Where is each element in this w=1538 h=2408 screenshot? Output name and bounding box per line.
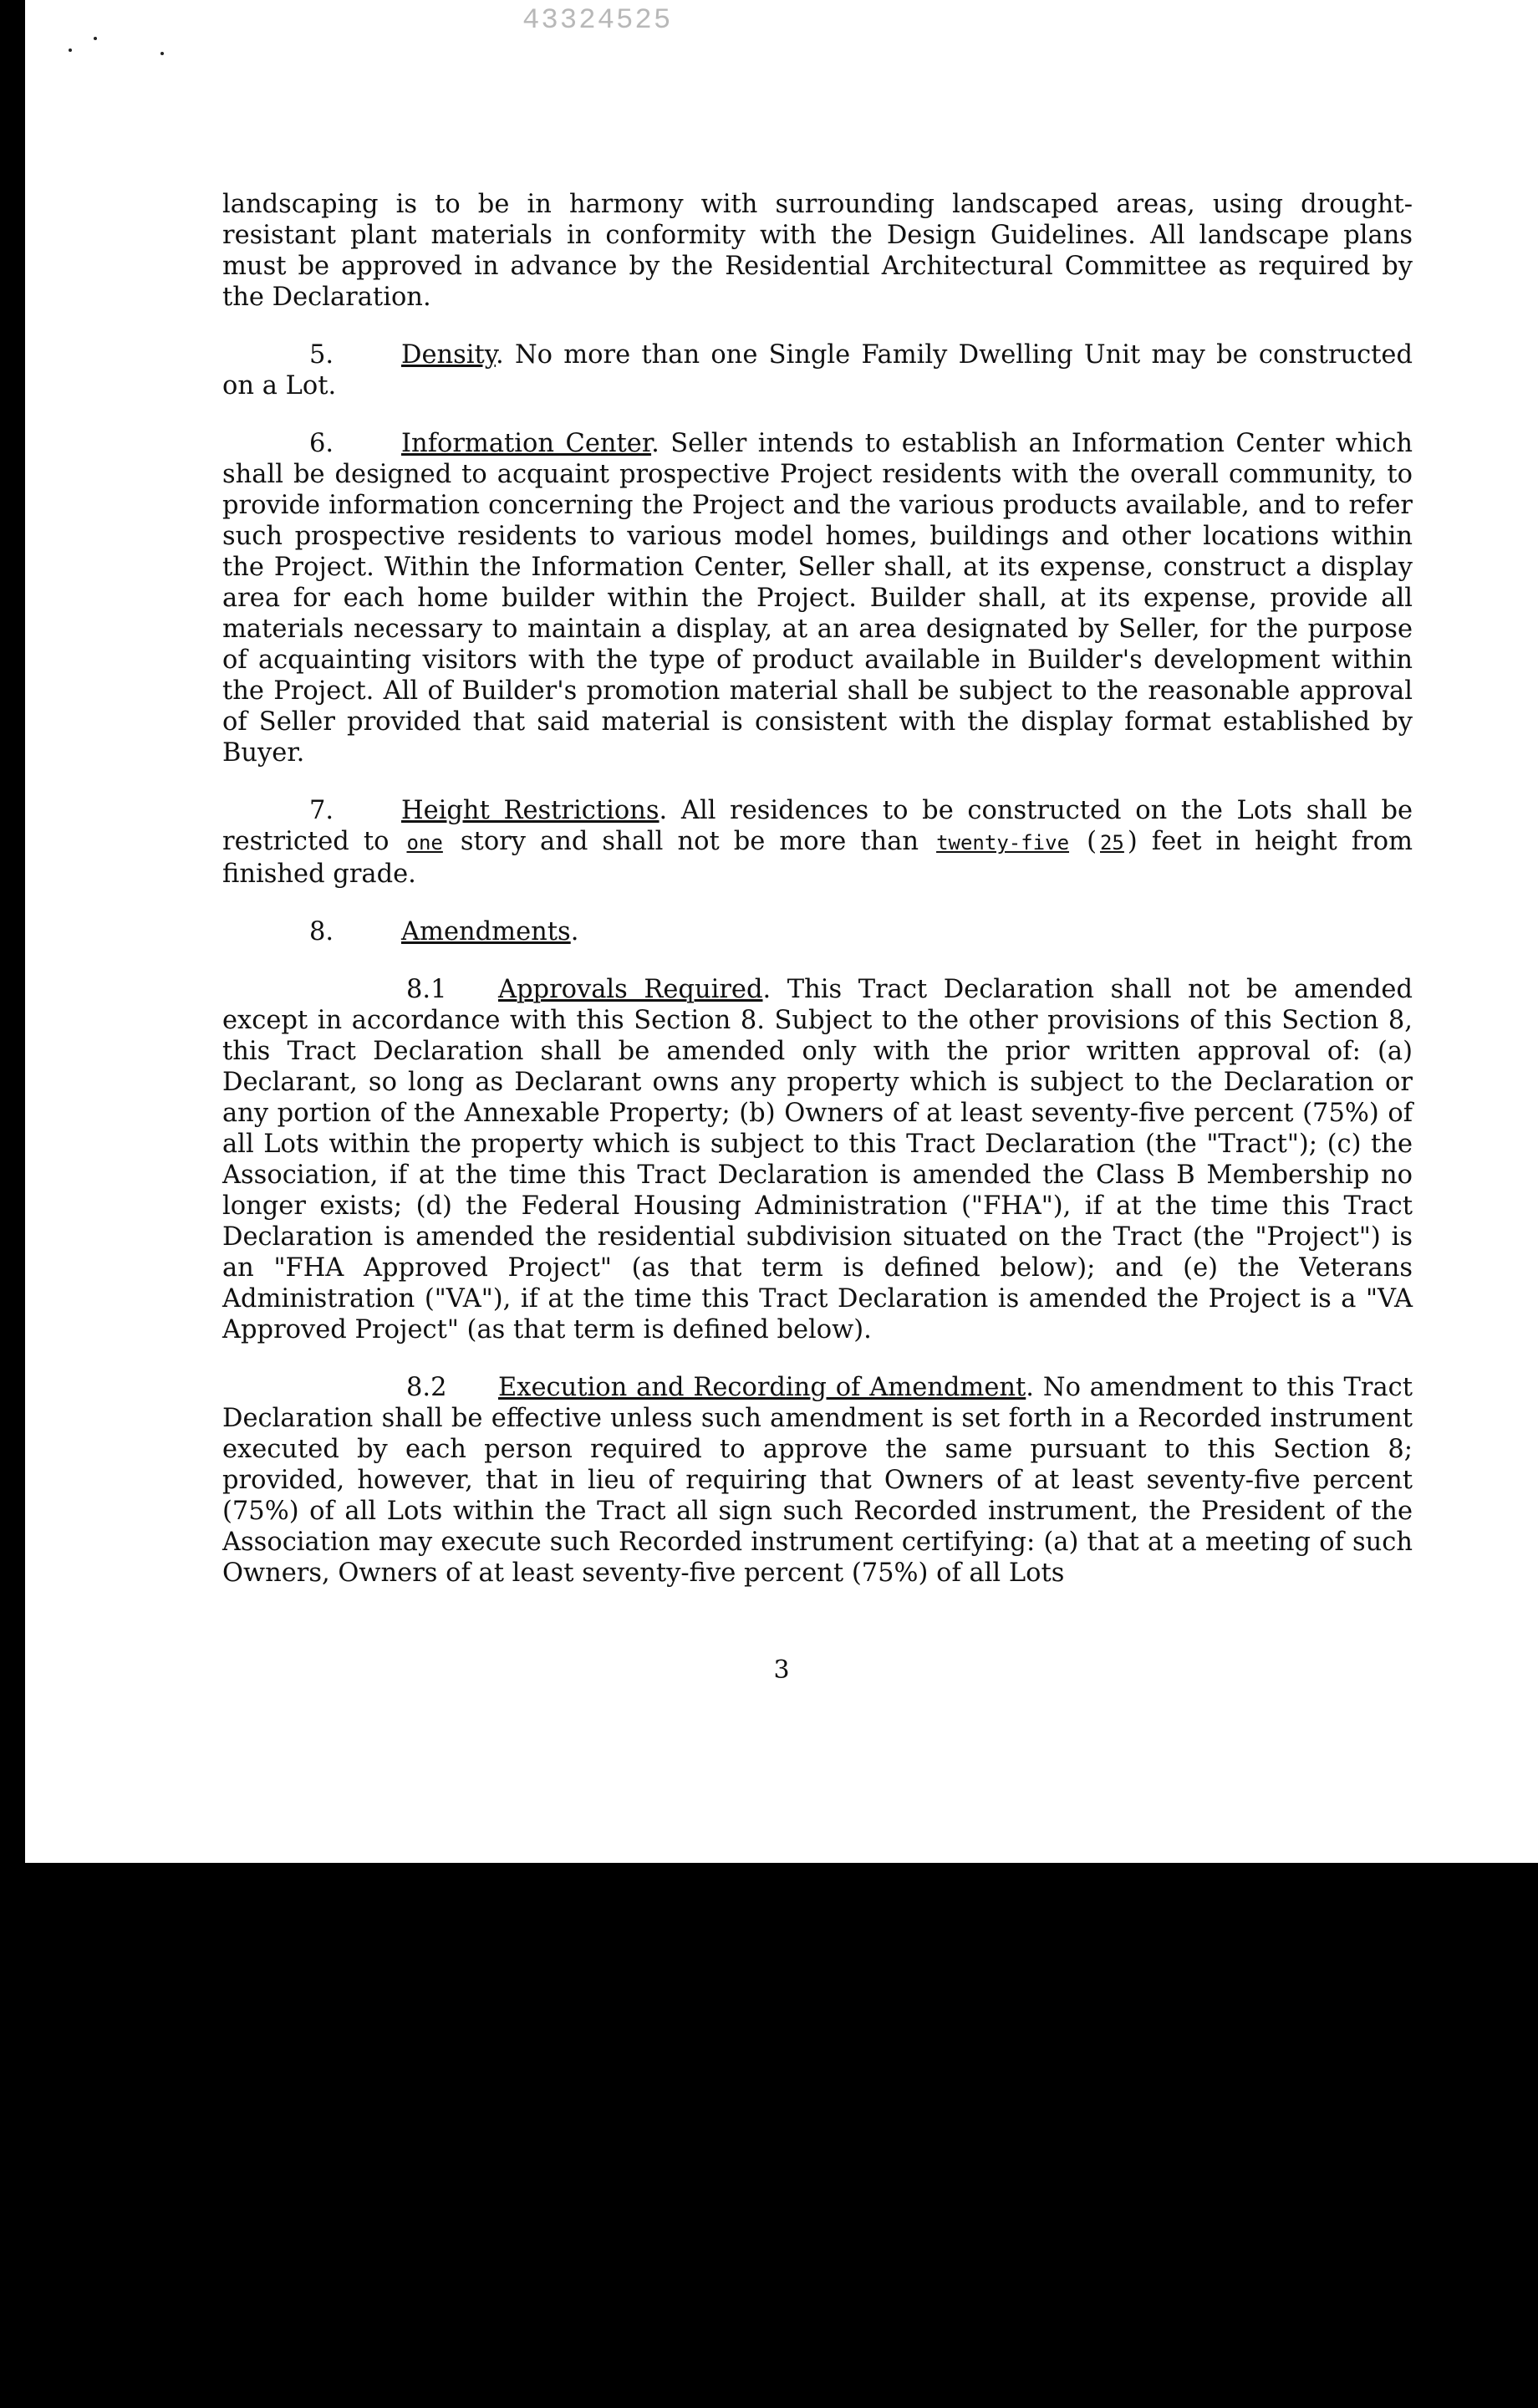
stories-blank: one [406, 831, 443, 855]
section-8-1-number: 8.1 [406, 975, 447, 1004]
section-5: 5. Density. No more than one Single Family Dwelling Unit may be constructed on a Lot. [222, 340, 1413, 400]
section-8-1: 8.1 Approvals Required. This Tract Declaration shall not be amended except in accordance with this Section 8. Subject to the other provisions of this Section 8, this Tract Declaration shall be amended only with the prior written approval of: (a) Declarant, so long as Declarant owns any property which is subject to the Declaration or any portion of the Annexable Property; (b) Owners of at least seventy-five percent (75%) of all Lots within the property which is subject to this Tract Declaration (the "Tract"); (c) the Association, if at the time this Tract Declaration is amended the Class B Membership no longer exists; (d) the Federal Housing Administration ("FHA"), if at the time this Tract Declaration is amended the residential subdivision situated on the Tract (the "Project") is an "FHA Approved Project" (as that term is defined below); and (e) the Veterans Administration ("VA"), if at the time this Tract Declaration is amended the Project is a "VA Approved Project" (as that term is defined below). [222, 975, 1413, 1344]
section-8-heading: Amendments [401, 917, 571, 946]
page-number: 3 [773, 1656, 790, 1685]
section-8-2-heading: Execution and Recording of Amendment [498, 1373, 1026, 1402]
section-7-text-middle: story and shall not be more than [460, 827, 919, 856]
section-7-heading: Height Restrictions [401, 796, 660, 825]
document-stamp: 43324525 [522, 5, 673, 37]
feet-words-blank: twenty-five [936, 831, 1070, 855]
section-8-1-heading: Approvals Required [498, 975, 763, 1004]
section-5-text: No more than one Single Family Dwelling Unit may be constructed on a Lot. [222, 340, 1413, 400]
section-6-heading: Information Center [401, 429, 652, 458]
section-8-2: 8.2 Execution and Recording of Amendment. No amendment to this Tract Declaration shall be effective unless such amendment is set forth in a Recorded instrument executed by each person required to approve the same pursuant to this Section 8; provided, however, that in lieu of requiring that Owners of at least seventy-five percent (75%) of all Lots within the Tract all sign such Recorded instrument, the President of the Association may execute such Recorded instrument certifying: (a) that at a meeting of such Owners, Owners of at least seventy-five percent (75%) of all Lots [222, 1373, 1413, 1588]
section-5-number: 5. [309, 340, 334, 370]
section-7: 7. Height Restrictions. All residences to be constructed on the Lots shall be restricted to one story and shall not be more than twenty-five ( 25 ) feet in height from finished grade. [222, 796, 1413, 889]
section-6: 6. Information Center. Seller intends to establish an Information Center which shall be designed to acquaint prospective Project residents with the overall community, to provide information concerning the Project and the various products available, and to refer such prospective residents to various model homes, buildings and other locations within the Project. Within the Information Center, Seller shall, at its expense, construct a display area for each home builder within the Project. Builder shall, at its expense, provide all materials necessary to maintain a display, at an area designated by Seller, for the purpose of acquainting visitors with the type of product available in Builder's development within the Project. All of Builder's promotion material shall be subject to the reasonable approval of Seller provided that said material is consistent with the display format established by Buyer. [222, 429, 1413, 768]
feet-number-blank: 25 [1099, 831, 1124, 855]
section-8-number: 8. [309, 917, 334, 946]
section-8-2-number: 8.2 [406, 1373, 447, 1402]
document-page [25, 0, 1538, 1863]
section-7-text-before: All residences to be constructed on the Lots shall be restricted to [222, 796, 1413, 856]
section-5-heading: Density [401, 340, 496, 370]
scan-speck [69, 48, 72, 52]
section-8-1-text: This Tract Declaration shall not be amended except in accordance with this Section 8. Subject to the other provisions of this Section 8, this Tract Declaration shall be amended only with the prior written approval of: (a) Declarant, so long as Declarant owns any property which is subject to the Declaration or any portion of the Annexable Property; (b) Owners of at least seventy-five percent (75%) of all Lots within the property which is subject to this Tract Declaration (the "Tract"); (c) the Association, if at the time this Tract Declaration is amended the Class B Membership no longer exists; (d) the Federal Housing Administration ("FHA"), if at the time this Tract Declaration is amended the residential subdivision situated on the Tract (the "Project") is an "FHA Approved Project" (as that term is defined below); and (e) the Veterans Administration ("VA"), if at the time this Tract Declaration is amended the Project is a "VA Approved Project" (as that term is defined below). [222, 975, 1413, 1344]
section-6-number: 6. [309, 429, 334, 458]
section-7-number: 7. [309, 796, 334, 825]
scan-speck [94, 37, 97, 40]
scan-speck [160, 52, 164, 55]
feet-paren-open: ( [1087, 827, 1097, 856]
section-6-text: Seller intends to establish an Information Center which shall be designed to acquaint prospective Project residents with the overall community, to provide information concerning the Project and the various products available, and to refer such prospective residents to various model homes, buildings and other locations within the Project. Within the Information Center, Seller shall, at its expense, construct a display area for each home builder within the Project. Builder shall, at its expense, provide all materials necessary to maintain a display, at an area designated by Seller, for the purpose of acquainting visitors with the type of product available in Builder's development within the Project. All of Builder's promotion material shall be subject to the reasonable approval of Seller provided that said material is consistent with the display format established by Buyer. [222, 429, 1413, 768]
section-8: 8. Amendments. [309, 917, 579, 946]
section-8-2-text: No amendment to this Tract Declaration shall be effective unless such amendment is set forth in a Recorded instrument executed by each person required to approve the same pursuant to this Section 8; provided, however, that in lieu of requiring that Owners of at least seventy-five percent (75%) of all Lots within the Tract all sign such Recorded instrument, the President of the Association may execute such Recorded instrument certifying: (a) that at a meeting of such Owners, Owners of at least seventy-five percent (75%) of all Lots [222, 1373, 1413, 1588]
document-body [222, 189, 1413, 1589]
section-7-text-after: ) feet in height from finished grade. [222, 827, 1413, 889]
intro-paragraph: landscaping is to be in harmony with surrounding landscaped areas, using drought-resistant plant materials in conformity with the Design Guidelines. All landscape plans must be approved in advance by the Residential Architectural Committee as required by the Declaration. [222, 190, 1413, 312]
